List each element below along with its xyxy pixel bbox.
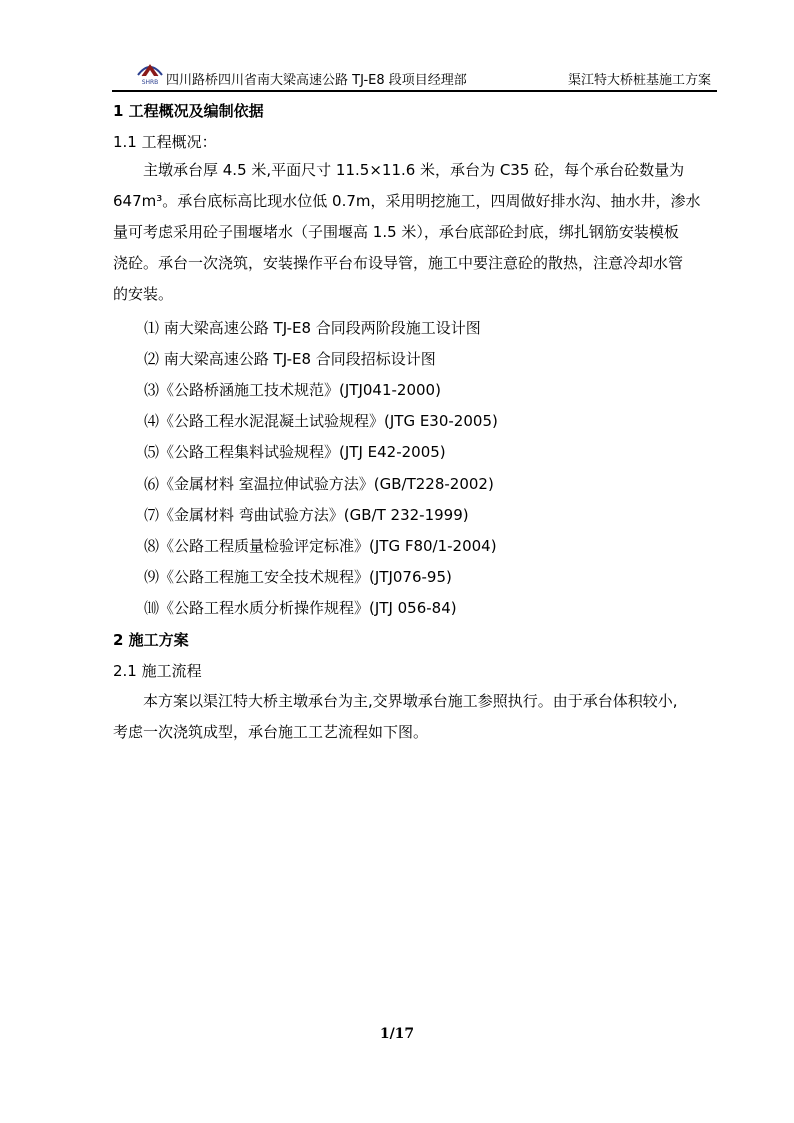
header-document-title: 渠江特大桥桩基施工方案 — [567, 73, 711, 88]
section-2-1-heading: 2.1 施工流程 — [113, 662, 202, 680]
reference-item: ⑴ 南大梁高速公路 TJ-E8 合同段两阶段施工设计图 — [144, 319, 481, 337]
reference-item: ⑼《公路工程施工安全技术规程》(JTJ076-95) — [144, 568, 452, 586]
paragraph-line: 主墩承台厚 4.5 米,平面尺寸 11.5×11.6 米，承台为 C35 砼，每个承台砼数量为 — [143, 161, 685, 179]
section-1-heading: 1 工程概况及编制依据 — [113, 102, 264, 120]
reference-item: ⑽《公路工程水质分析操作规程》(JTJ 056-84) — [144, 599, 457, 617]
header-project-name: 四川路桥四川省南大梁高速公路 TJ-E8 段项目经理部 — [166, 73, 467, 88]
section-1-1-paragraph — [113, 155, 718, 310]
paragraph-line: 647m³。承台底标高比现水位低 0.7m，采用明挖施工，四周做好排水沟、抽水井，渗水 — [113, 192, 701, 210]
paragraph-line: 本方案以渠江特大桥主墩承台为主,交界墩承台施工参照执行。由于承台体积较小, — [143, 692, 678, 710]
page-header — [112, 54, 717, 90]
reference-item: ⑷《公路工程水泥混凝土试验规程》(JTG E30-2005) — [144, 412, 498, 430]
reference-item: ⑶《公路桥涵施工技术规范》(JTJ041-2000) — [144, 381, 441, 399]
section-2-heading: 2 施工方案 — [113, 631, 189, 649]
paragraph-line: 考虑一次浇筑成型，承台施工工艺流程如下图。 — [113, 723, 429, 741]
page-number: 1/17 — [379, 1026, 415, 1042]
logo-text: SHRB — [141, 79, 159, 86]
reference-item: ⑸《公路工程集料试验规程》(JTJ E42-2005) — [144, 443, 446, 461]
reference-item: ⑵ 南大梁高速公路 TJ-E8 合同段招标设计图 — [144, 350, 436, 368]
reference-item: ⑹《金属材料 室温拉伸试验方法》(GB/T228-2002) — [144, 475, 494, 493]
company-logo-icon — [135, 57, 165, 87]
paragraph-line: 量可考虑采用砼子围堰堵水（子围堰高 1.5 米），承台底部砼封底，绑扎钢筋安装模板 — [113, 223, 679, 241]
paragraph-line: 浇砼。承台一次浇筑，安装操作平台布设导管，施工中要注意砼的散热，注意冷却水管 — [113, 254, 684, 272]
reference-item: ⑺《金属材料 弯曲试验方法》(GB/T 232-1999) — [144, 506, 469, 524]
paragraph-line: 的安装。 — [113, 285, 174, 303]
section-2-1-paragraph — [113, 686, 718, 748]
header-rule — [112, 90, 717, 92]
section-1-1-heading: 1.1 工程概况： — [113, 133, 217, 151]
reference-item: ⑻《公路工程质量检验评定标准》(JTG F80/1-2004) — [144, 537, 497, 555]
